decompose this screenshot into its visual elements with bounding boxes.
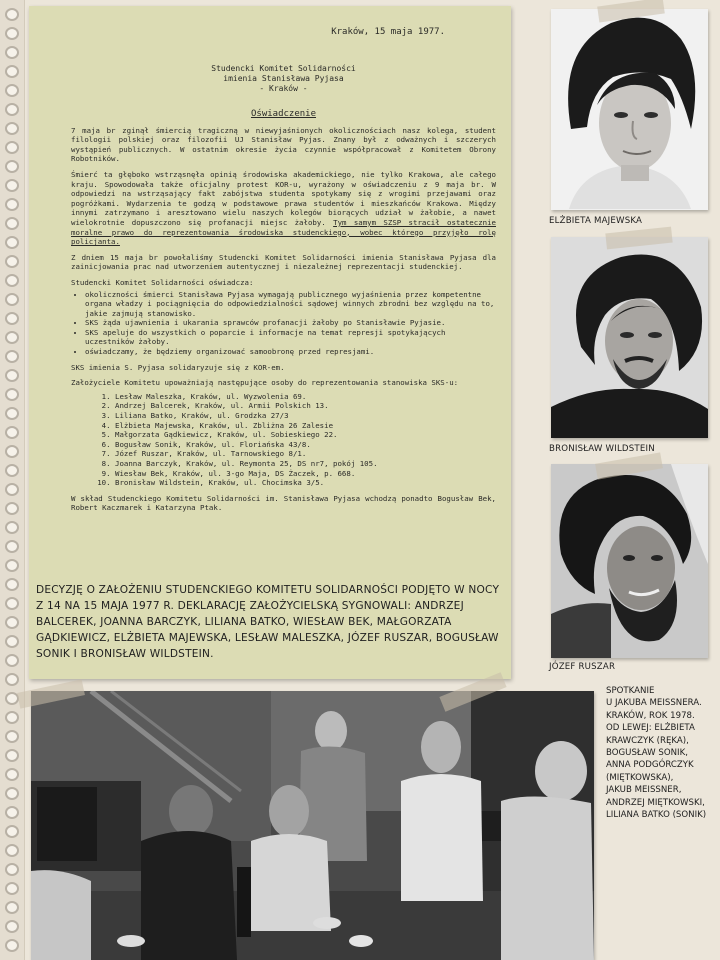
caption-line: U JAKUBA MEISSNERA. <box>606 698 702 709</box>
spiral-ring <box>5 635 19 648</box>
spiral-ring <box>5 65 19 78</box>
document-paragraph: SKS imienia S. Pyjasa solidaryzuje się z KOR-em. <box>71 362 285 372</box>
signatory: 9. Wiesław Bek, Kraków, ul. 3-go Maja, DS Żaczek, p. 668. <box>115 469 496 479</box>
spiral-ring <box>5 730 19 743</box>
group-photo-illustration <box>31 691 594 960</box>
spiral-ring <box>5 578 19 591</box>
signatory: 3. Liliana Batko, Kraków, ul. Grodzka 27/3 <box>115 411 496 421</box>
caption-line: KRAWCZYK (RĘKA), <box>606 735 689 746</box>
spiral-ring <box>5 198 19 211</box>
spiral-ring <box>5 445 19 458</box>
portrait-photo-wildstein <box>551 237 708 438</box>
caption-line: ANNA PODGÓRCZYK <box>606 760 694 771</box>
spiral-ring <box>5 179 19 192</box>
spiral-ring <box>5 806 19 819</box>
spiral-ring <box>5 217 19 230</box>
portrait-illustration <box>551 237 708 438</box>
caption-line: ANDRZEJ MIĘTKOWSKI, <box>606 797 705 808</box>
spiral-ring <box>5 616 19 629</box>
document-caption: DECYZJĘ O ZAŁOŻENIU STUDENCKIEGO KOMITETU SOLIDARNOŚCI PODJĘTO W NOCY Z 14 NA 15 MAJA 1977 R. DEKLARACJĘ ZAŁOŻYCIELSKĄ SYGNOWALI: ANDRZEJ BALCEREK, JOANNA BARCZYK, LILIANA BATKO, WIESŁAW BEK, MAŁGORZATA GĄDKIEWICZ, ELŻBIETA MAJEWSKA, LESŁAW MALESZKA, JÓZEF RUSZAR, BOGUSŁAW SONIK I BRONISŁAW WILDSTEIN. <box>36 584 500 660</box>
statement-point: • SKS apeluje do wszystkich o poparcie i informacje na temat represji spotykających uczestników żałoby. <box>85 328 496 347</box>
signatory: 5. Małgorzata Gądkiewicz, Kraków, ul. Sobieskiego 22. <box>115 430 496 440</box>
spiral-ring <box>5 882 19 895</box>
caption-line: SPOTKANIE <box>606 686 655 696</box>
org-line: - Kraków - <box>259 84 308 93</box>
spiral-ring <box>5 920 19 933</box>
spiral-ring <box>5 502 19 515</box>
portrait-illustration <box>551 464 708 658</box>
spiral-ring <box>5 160 19 173</box>
spiral-ring <box>5 559 19 572</box>
spiral-ring <box>5 844 19 857</box>
spiral-ring <box>5 407 19 420</box>
statement-point: • okoliczności śmierci Stanisława Pyjasa wymagają publicznego wyjaśnienia przez kompetentne organa władzy i pociągnięcia do odpowiedzialności sądowej winnych zbrodni bez względu na to, jakie zajmują stanowisko. <box>85 290 496 319</box>
group-photo-meeting <box>31 691 594 960</box>
spiral-ring <box>5 312 19 325</box>
spiral-ring <box>5 46 19 59</box>
document-paragraph: Założyciele Komitetu upoważniają następujące osoby do reprezentowania stanowiska SKS-u: <box>71 378 459 388</box>
signatory: 1. Lesław Maleszka, Kraków, ul. Wyzwolenia 69. <box>115 392 496 402</box>
caption-line: LILIANA BATKO (SONIK) <box>606 810 707 821</box>
spiral-ring <box>5 540 19 553</box>
caption-line: JAKUB MEISSNER, <box>606 785 682 796</box>
notebook-spiral-binding <box>0 0 25 960</box>
spiral-ring <box>5 825 19 838</box>
spiral-ring <box>5 901 19 914</box>
spiral-ring <box>5 274 19 287</box>
org-line: imienia Stanisława Pyjasa <box>223 74 344 83</box>
portrait-caption: BRONISŁAW WILDSTEIN <box>549 444 655 454</box>
spiral-ring <box>5 521 19 534</box>
spiral-ring <box>5 939 19 952</box>
signatory: 7. Józef Ruszar, Kraków, ul. Tarnowskiego 8/1. <box>115 449 496 459</box>
spiral-ring <box>5 464 19 477</box>
spiral-ring <box>5 369 19 382</box>
document-paragraph: Z dniem 15 maja br powołaliśmy Studencki Komitet Solidarności imienia Stanisława Pyjasa dla zainicjowania prac nad utworzeniem autentycznej i niezależnej reprezentacji studenckiej. <box>71 252 496 272</box>
portrait-photo-ruszar <box>551 464 708 658</box>
spiral-ring <box>5 293 19 306</box>
spiral-ring <box>5 597 19 610</box>
caption-line: KRAKÓW, ROK 1978. <box>606 710 695 721</box>
spiral-ring <box>5 768 19 781</box>
spiral-ring <box>5 255 19 268</box>
signatory: 4. Elżbieta Majewska, Kraków, ul. Zbliżna 26 Zalesie <box>115 421 496 431</box>
portrait-illustration <box>551 9 708 210</box>
caption-line: OD LEWEJ: ELŻBIETA <box>606 723 695 734</box>
document-footer: W skład Studenckiego Komitetu Solidarności im. Stanisława Pyjasa wchodzą ponadto Bogusław Bek, Robert Kaczmarek i Katarzyna Ptak. <box>71 493 496 513</box>
signatory: 2. Andrzej Balcerek, Kraków, ul. Armii Polskich 13. <box>115 401 496 411</box>
spiral-ring <box>5 331 19 344</box>
signatories-list <box>115 392 496 488</box>
org-line: Studencki Komitet Solidarności <box>211 64 356 73</box>
portrait-photo-majewska <box>551 9 708 210</box>
spiral-ring <box>5 84 19 97</box>
spiral-ring <box>5 787 19 800</box>
typewritten-document <box>29 6 511 679</box>
document-title: Oświadczenie <box>250 109 317 119</box>
portrait-caption: JÓZEF RUSZAR <box>549 662 616 672</box>
group-photo-caption <box>606 685 716 821</box>
spiral-ring <box>5 236 19 249</box>
spiral-ring <box>5 673 19 686</box>
caption-line: (MIĘTKOWSKA), <box>606 772 674 783</box>
spiral-ring <box>5 749 19 762</box>
spiral-ring <box>5 863 19 876</box>
spiral-ring <box>5 27 19 40</box>
spiral-ring <box>5 103 19 116</box>
spiral-ring <box>5 426 19 439</box>
portrait-caption: ELŻBIETA MAJEWSKA <box>549 216 643 226</box>
spiral-ring <box>5 350 19 363</box>
document-organization <box>71 64 496 94</box>
spiral-ring <box>5 8 19 21</box>
document-paragraph: Studencki Komitet Solidarności oświadcza: <box>71 277 254 287</box>
spiral-ring <box>5 483 19 496</box>
statement-points <box>71 290 496 357</box>
signatory: 10. Bronisław Wildstein, Kraków, ul. Chocimska 3/5. <box>115 478 496 488</box>
spiral-ring <box>5 388 19 401</box>
signatory: 8. Joanna Barczyk, Kraków, ul. Reymonta 25, DS nr7, pokój 105. <box>115 459 496 469</box>
paragraph-text: Śmierć ta głęboko wstrząsnęła opinią środowiska akademickiego, nie tylko Krakowa, ale całego kraju. Spowodowała także oficjalny protest KOR-u, wyrażony w oświadczeniu z 9 maja br. W odpowiedzi na wstrząsający fakt zabójstwa studenta spotykamy się z wrogimi przejawami oraz pogróżkami. Wydarzenia te godzą w podstawowe prawa studentów i mieszkańców Krakowa. Między innymi zatrzymano i aresztowano wielu naszych kolegów biorących udział w żałobie, a nawet wielokrotnie dopuszczono się profanacji miejsc żałoby. <box>71 169 496 227</box>
statement-point: • oświadczamy, że będziemy organizować samoobronę przed represjami. <box>85 347 496 357</box>
spiral-ring <box>5 654 19 667</box>
document-paragraph: 7 maja br zginął śmiercią tragiczną w niewyjaśnionych okolicznościach nasz kolega, student filologii polskiej oraz filozofii UJ Stanisław Pyjas. Znany był z odważnych i szczerych wystąpień publicznych. W ostatnim okresie życia czynnie współpracował z Komitetem Obrony Robotników. <box>71 125 496 164</box>
spiral-ring <box>5 122 19 135</box>
caption-line: BOGUSŁAW SONIK, <box>606 748 688 759</box>
document-paragraph <box>71 170 496 247</box>
document-date: Kraków, 15 maja 1977. <box>331 27 445 37</box>
underlined-text: Tym samym SZSP stracił ostatecznie moralne prawo do reprezentowania środowiska studenckiego, wobec którego przyjęło rolę policjanta. <box>71 217 496 247</box>
spiral-ring <box>5 711 19 724</box>
statement-point: • SKS żąda ujawnienia i ukarania sprawców profanacji żałoby po Stanisławie Pyjasie. <box>85 318 496 328</box>
signatory: 6. Bogusław Sonik, Kraków, ul. Floriańska 43/8. <box>115 440 496 450</box>
spiral-ring <box>5 141 19 154</box>
